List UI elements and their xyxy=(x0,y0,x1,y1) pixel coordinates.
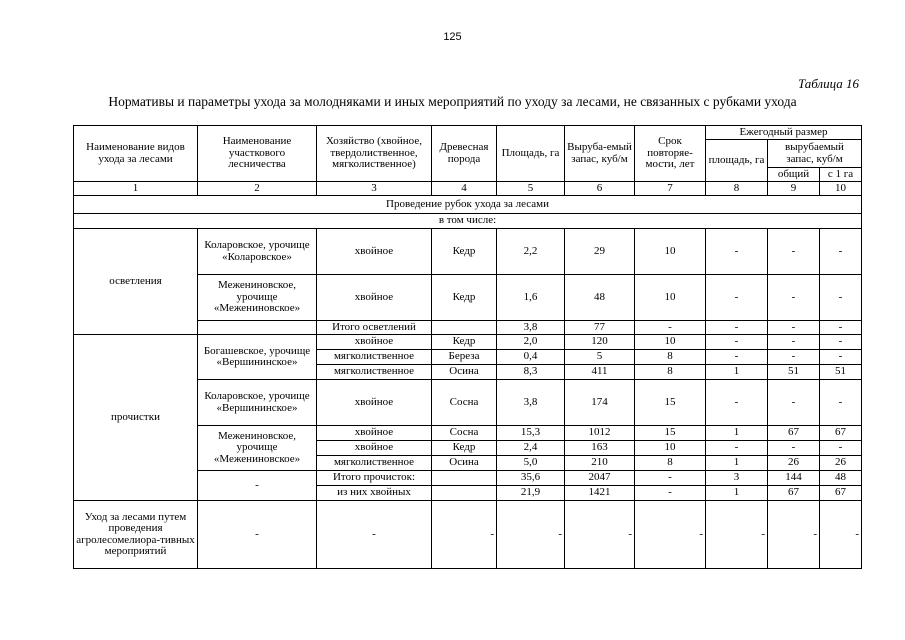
stock-cell: 2047 xyxy=(565,471,635,486)
annual-total-cell: - xyxy=(768,321,820,335)
total-label-cell: Итого осветлений xyxy=(317,321,432,335)
farm-cell: мягколиственное xyxy=(317,456,432,471)
annual-total-cell: - xyxy=(768,350,820,365)
column-number: 5 xyxy=(497,182,565,196)
column-number: 7 xyxy=(635,182,706,196)
annual-total-cell: - xyxy=(768,441,820,456)
species-cell: Кедр xyxy=(432,441,497,456)
table-row xyxy=(74,335,862,350)
table-row xyxy=(74,229,862,275)
page-number: 125 xyxy=(443,31,462,43)
species-cell: Кедр xyxy=(432,335,497,350)
annual-area-cell: 1 xyxy=(706,456,768,471)
annual-per-ha-cell: 67 xyxy=(820,426,862,441)
area-cell: 2,4 xyxy=(497,441,565,456)
forestry-cell: Богашевское, урочище «Вершининское» xyxy=(198,335,317,380)
annual-area-cell: - xyxy=(706,229,768,275)
area-cell: 15,3 xyxy=(497,426,565,441)
annual-area-cell: - xyxy=(706,335,768,350)
species-cell xyxy=(432,321,497,335)
period-cell: 10 xyxy=(635,229,706,275)
annual-total-cell: 51 xyxy=(768,365,820,380)
stock-cell: - xyxy=(565,501,635,569)
period-cell: 15 xyxy=(635,426,706,441)
header-farm: Хозяйство (хвойное, твердолиственное, мягколиственное) xyxy=(317,126,432,182)
header-annual: Ежегодный размер xyxy=(706,126,862,140)
stock-cell: 120 xyxy=(565,335,635,350)
area-cell: 2,2 xyxy=(497,229,565,275)
species-cell: Осина xyxy=(432,365,497,380)
column-number: 3 xyxy=(317,182,432,196)
annual-per-ha-cell: - xyxy=(820,321,862,335)
stock-cell: 174 xyxy=(565,380,635,426)
stock-cell: 163 xyxy=(565,441,635,456)
area-cell: 35,6 xyxy=(497,471,565,486)
annual-area-cell: - xyxy=(706,380,768,426)
annual-per-ha-cell: 26 xyxy=(820,456,862,471)
annual-per-ha-cell: 48 xyxy=(820,471,862,486)
annual-total-cell: - xyxy=(768,275,820,321)
annual-area-cell: - xyxy=(706,350,768,365)
annual-total-cell: 144 xyxy=(768,471,820,486)
forestry-cell: Коларовское, урочище «Вершининское» xyxy=(198,380,317,426)
section-heading: Проведение рубок ухода за лесами xyxy=(74,196,862,214)
annual-per-ha-cell: 51 xyxy=(820,365,862,380)
header-forestry: Наименование участкового лесничества xyxy=(198,126,317,182)
annual-per-ha-cell: - xyxy=(820,335,862,350)
species-cell: Кедр xyxy=(432,229,497,275)
annual-total-cell: 67 xyxy=(768,486,820,501)
species-cell: Сосна xyxy=(432,426,497,441)
forestry-cell: Межениновское, урочище «Межениновское» xyxy=(198,275,317,321)
annual-per-ha-cell: - xyxy=(820,229,862,275)
species-cell: Кедр xyxy=(432,275,497,321)
area-cell: 3,8 xyxy=(497,321,565,335)
header-annual-total: общий xyxy=(768,168,820,182)
table-row xyxy=(74,501,862,569)
species-cell xyxy=(432,471,497,486)
column-number: 9 xyxy=(768,182,820,196)
forestry-cell: Коларовское, урочище «Коларовское» xyxy=(198,229,317,275)
period-cell: 8 xyxy=(635,456,706,471)
farm-cell: хвойное xyxy=(317,229,432,275)
farm-cell: хвойное xyxy=(317,441,432,456)
area-cell: 0,4 xyxy=(497,350,565,365)
annual-area-cell: - xyxy=(706,321,768,335)
column-numbers-row xyxy=(74,182,862,196)
annual-area-cell: - xyxy=(706,501,768,569)
stock-cell: 77 xyxy=(565,321,635,335)
stock-cell: 1012 xyxy=(565,426,635,441)
area-cell: 1,6 xyxy=(497,275,565,321)
period-cell: 10 xyxy=(635,275,706,321)
header-work-type: Наименование видов ухода за лесами xyxy=(74,126,198,182)
area-cell: 3,8 xyxy=(497,380,565,426)
header-stock: Выруба-емый запас, куб/м xyxy=(565,126,635,182)
annual-per-ha-cell: - xyxy=(820,380,862,426)
period-cell: 8 xyxy=(635,350,706,365)
forestry-cell: - xyxy=(198,501,317,569)
total-label-cell: из них хвойных xyxy=(317,486,432,501)
annual-per-ha-cell: - xyxy=(820,501,862,569)
annual-total-cell: - xyxy=(768,501,820,569)
column-number: 2 xyxy=(198,182,317,196)
column-number: 10 xyxy=(820,182,862,196)
forestry-cell: - xyxy=(198,471,317,501)
period-cell: - xyxy=(635,501,706,569)
annual-area-cell: 1 xyxy=(706,365,768,380)
area-cell: 21,9 xyxy=(497,486,565,501)
annual-per-ha-cell: - xyxy=(820,350,862,365)
work-type-cell: прочистки xyxy=(74,335,198,501)
stock-cell: 411 xyxy=(565,365,635,380)
period-cell: 8 xyxy=(635,365,706,380)
annual-total-cell: 67 xyxy=(768,426,820,441)
annual-area-cell: 3 xyxy=(706,471,768,486)
farm-cell: мягколиственное xyxy=(317,365,432,380)
period-cell: - xyxy=(635,471,706,486)
area-cell: 2,0 xyxy=(497,335,565,350)
stock-cell: 1421 xyxy=(565,486,635,501)
annual-area-cell: - xyxy=(706,441,768,456)
stock-cell: 5 xyxy=(565,350,635,365)
stock-cell: 48 xyxy=(565,275,635,321)
column-number: 1 xyxy=(74,182,198,196)
period-cell: 10 xyxy=(635,441,706,456)
annual-area-cell: 1 xyxy=(706,486,768,501)
farm-cell: хвойное xyxy=(317,275,432,321)
table-label: Таблица 16 xyxy=(797,76,859,91)
section-subheading: в том числе: xyxy=(74,214,862,229)
annual-per-ha-cell: 67 xyxy=(820,486,862,501)
annual-area-cell: 1 xyxy=(706,426,768,441)
period-cell: 10 xyxy=(635,335,706,350)
area-cell: - xyxy=(497,501,565,569)
document-title: Нормативы и параметры ухода за молодняками и иных мероприятий по уходу за лесами, не связанных с рубками ухода xyxy=(108,94,797,109)
annual-total-cell: - xyxy=(768,380,820,426)
species-cell: Осина xyxy=(432,456,497,471)
header-annual-area: площадь, га xyxy=(706,140,768,182)
column-number: 8 xyxy=(706,182,768,196)
total-label-cell: Итого прочисток: xyxy=(317,471,432,486)
species-cell: - xyxy=(432,501,497,569)
standards-table xyxy=(73,125,862,569)
species-cell: Сосна xyxy=(432,380,497,426)
stock-cell: 29 xyxy=(565,229,635,275)
stock-cell: 210 xyxy=(565,456,635,471)
annual-total-cell: 26 xyxy=(768,456,820,471)
area-cell: 5,0 xyxy=(497,456,565,471)
farm-cell: мягколиственное xyxy=(317,350,432,365)
period-cell: - xyxy=(635,486,706,501)
area-cell: 8,3 xyxy=(497,365,565,380)
species-cell xyxy=(432,486,497,501)
forestry-cell xyxy=(198,321,317,335)
farm-cell: хвойное xyxy=(317,426,432,441)
header-species: Древесная порода xyxy=(432,126,497,182)
farm-cell: - xyxy=(317,501,432,569)
header-annual-stock: вырубаемый запас, куб/м xyxy=(768,140,862,168)
work-type-cell: осветления xyxy=(74,229,198,335)
work-type-cell: Уход за лесами путем проведения агролесомелиора-тивных мероприятий xyxy=(74,501,198,569)
annual-area-cell: - xyxy=(706,275,768,321)
farm-cell: хвойное xyxy=(317,380,432,426)
header-period: Срок повторяе-мости, лет xyxy=(635,126,706,182)
annual-per-ha-cell: - xyxy=(820,275,862,321)
species-cell: Береза xyxy=(432,350,497,365)
annual-total-cell: - xyxy=(768,229,820,275)
header-annual-per-ha: с 1 га xyxy=(820,168,862,182)
header-area: Площадь, га xyxy=(497,126,565,182)
period-cell: - xyxy=(635,321,706,335)
annual-total-cell: - xyxy=(768,335,820,350)
column-number: 6 xyxy=(565,182,635,196)
period-cell: 15 xyxy=(635,380,706,426)
farm-cell: хвойное xyxy=(317,335,432,350)
column-number: 4 xyxy=(432,182,497,196)
forestry-cell: Межениновское, урочище «Межениновское» xyxy=(198,426,317,471)
annual-per-ha-cell: - xyxy=(820,441,862,456)
